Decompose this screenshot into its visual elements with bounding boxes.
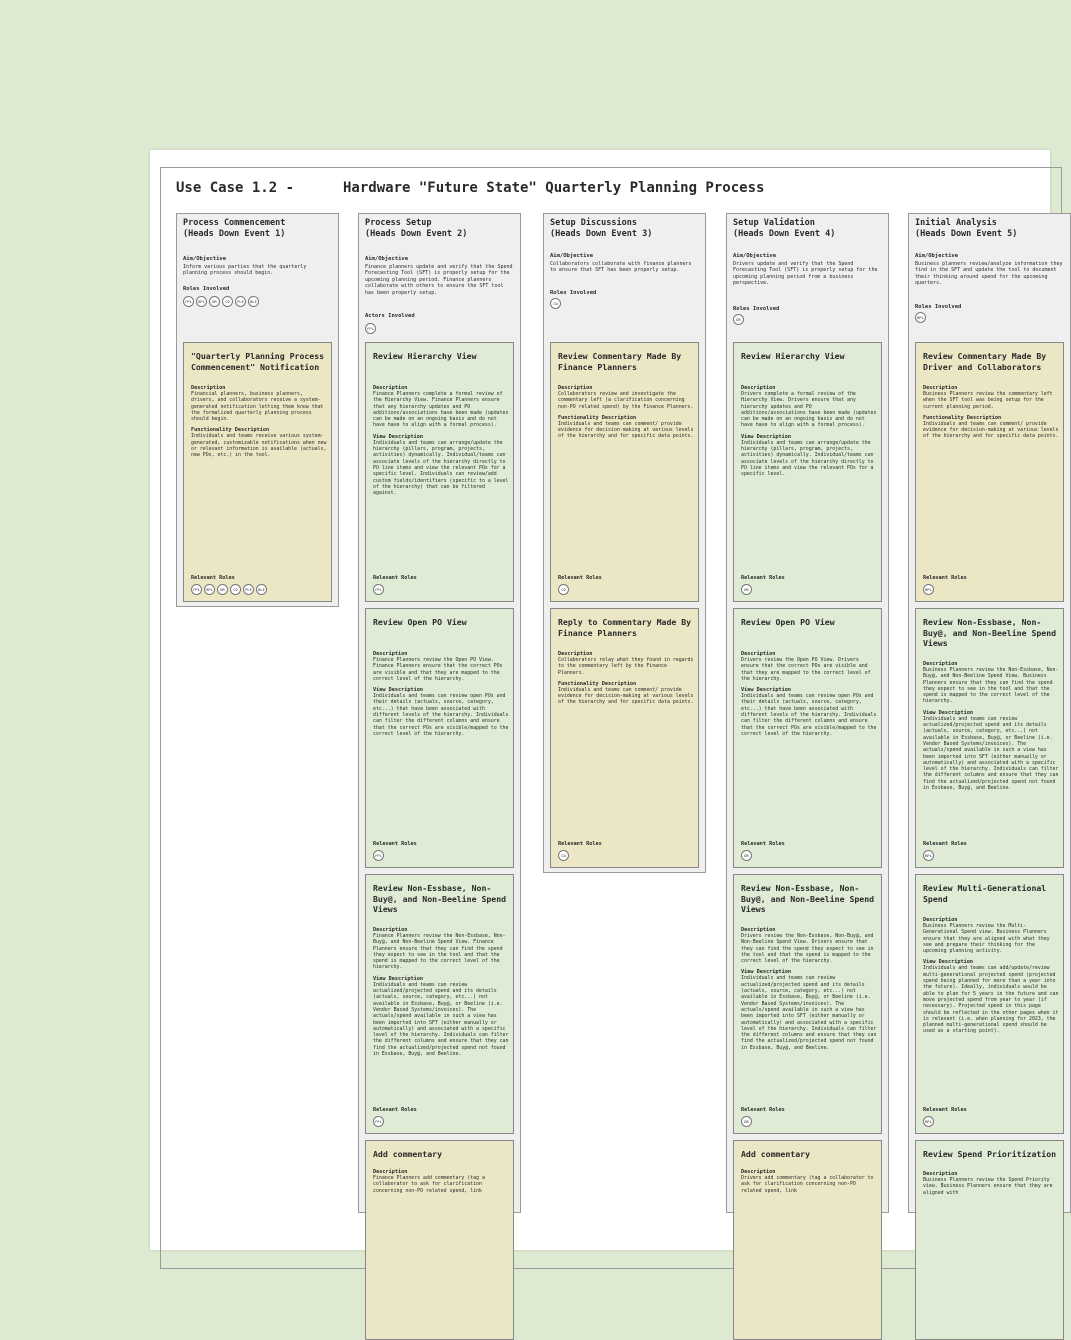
activity-card[interactable] — [733, 1140, 882, 1340]
aim-objective-text: Business planners review/analyze information they find in the SFT and update the tool to document their thinking around spend for the upcoming quarters. — [915, 261, 1063, 287]
section-heading: Description — [741, 385, 776, 391]
section-heading: View Description — [923, 709, 973, 716]
section-heading: Description — [923, 917, 958, 923]
section-heading: Functionality Description — [191, 427, 270, 434]
section-text: Finance Planners review the Open PO View. Finance Planners ensure that the correct POs are visible and that they are mapped to the correct level of the hierarchy. — [373, 657, 503, 682]
activity-body — [373, 1169, 509, 1194]
relevant-role-badges — [558, 584, 602, 595]
role-badge: PLE — [235, 296, 246, 307]
section-heading: Description — [558, 385, 593, 391]
section-heading: Description — [373, 1169, 408, 1175]
section-text: Individuals and teams can comment/ provide evidence for decision-making at various levels of the hierarchy and for specific data points. — [558, 420, 694, 440]
activity-title: Review Spend Prioritization — [923, 1149, 1057, 1159]
section-text: Collaborators review and investigate the commentary left (a clarification concerning non-PO related spend) by the Finance Planners. — [558, 391, 694, 410]
activity-title: Review Hierarchy View — [741, 351, 845, 361]
relevant-roles-label: Relevant Roles — [373, 575, 417, 581]
relevant-roles — [741, 841, 785, 861]
section-heading: Functionality Description — [558, 680, 637, 687]
role-badge: DR — [733, 314, 744, 325]
section-text: Finance Planners complete a formal review of the Hierarchy View. Finance Planners ensure that any hierarchy updates and PO additions/associations have been made (updates can be made on an ongoing basis and do not have have to align with a formal process). — [373, 391, 509, 429]
section-text: Collaborators relay what they found in regards to the commentary left by the Finance Planners. — [558, 657, 694, 676]
relevant-role-badges — [191, 584, 267, 595]
relevant-role-badges — [558, 850, 602, 861]
section-heading: Description — [741, 927, 776, 933]
activity-card[interactable] — [550, 342, 699, 602]
relevant-roles — [558, 841, 602, 861]
aim-objective-text: Inform various parties that the quarterly planning process should begin. — [183, 264, 307, 277]
phase-column — [543, 213, 706, 873]
roles-involved — [733, 314, 744, 325]
section-text: Individuals and teams receive various system-generated, customizable notifications when new or relevant information is available (actuals, new POs, etc.) in the tool. — [191, 433, 327, 459]
activity-card[interactable] — [365, 1140, 514, 1340]
role-badge: BPL — [923, 584, 934, 595]
activity-body — [923, 661, 1059, 791]
section-text: Business Planners review the Non-Essbase, Non-Buy@, and Non-Beeline Spend View. Business Planners ensure that they can find the spend they expect to see in the tool and that the spend is mapped to the correct level of the hierarchy. — [923, 667, 1059, 705]
aim-objective-label: Aim/Objective — [733, 253, 777, 259]
section-heading: Functionality Description — [558, 414, 637, 421]
activity-body — [741, 385, 877, 478]
role-badge: BPL — [915, 312, 926, 323]
role-badge: CO — [550, 298, 561, 309]
activity-body — [373, 385, 509, 496]
relevant-roles-label: Relevant Roles — [923, 575, 967, 581]
section-text: Individuals and teams can comment/ provide evidence for decision-making at various levels of the hierarchy and for specific data points. — [558, 686, 694, 706]
section-heading: View Description — [373, 687, 423, 694]
section-text: Finance Planners add commentary (tag a collaborator to ask for clarification concerning non-PO related spend, link — [373, 1175, 485, 1194]
section-text: Individuals and teams can add/update/review multi-generational projected spend (projected spend being planned for more than a year into the future). Ideally, individuals would be able to plan for 5 years in the future and can move projected spend from year to year (if necessary). Projected spend in this page should be reflected in the other pages when it is relevant (i.e. when planning for 2023, the planned multi-generational spend should be used as a starting point). — [923, 965, 1059, 1035]
activity-title: Review Open PO View — [741, 617, 835, 627]
aim-objective-text: Collaborators collaborate with finance planners to ensure that SFT has been properly setup. — [550, 261, 692, 274]
relevant-roles-label: Relevant Roles — [923, 1107, 967, 1113]
role-badge: BLE — [248, 296, 259, 307]
section-heading: Description — [373, 651, 408, 657]
role-badge: DR — [209, 296, 220, 307]
activity-body — [373, 927, 509, 1057]
section-heading: Description — [923, 385, 958, 391]
section-heading: Functionality Description — [923, 414, 1002, 421]
roles-involved — [365, 323, 376, 334]
section-heading: View Description — [741, 433, 791, 440]
relevant-role-badges — [923, 1116, 967, 1127]
activity-card[interactable] — [733, 608, 882, 868]
activity-card[interactable] — [733, 874, 882, 1134]
relevant-roles — [373, 575, 417, 595]
relevant-roles-label: Relevant Roles — [741, 841, 785, 847]
aim-objective-text: Drivers update and verify that the Spend Forecasting Tool (SFT) is properly setup for the upcoming planning period from a business perspective. — [733, 261, 878, 287]
phase-title: Process Setup (Heads Down Event 2) — [365, 218, 468, 239]
activity-body — [741, 651, 877, 737]
role-badge: FPL — [191, 584, 202, 595]
activity-card[interactable] — [915, 1140, 1064, 1340]
relevant-role-badges — [373, 1116, 417, 1127]
roles-involved-label: Roles Involved — [915, 304, 962, 310]
activity-body — [923, 1171, 1059, 1196]
relevant-roles — [923, 1107, 967, 1127]
roles-involved-label: Roles Involved — [183, 286, 230, 292]
activity-card[interactable] — [183, 342, 332, 602]
section-text: Individuals and teams can review actualized/projected spend and its details (actuals, source, category, etc...) not available in Essbase, Buy@, or Beeline (i.e. Vendor Based Systems/invoices). The actuals/spend available in such a view has been imported into SFT (either manually or automatically) and associated with a specific level of the hierarchy. Individuals can filter the different columns and ensure that they can find the actualized/projected spend not found in Essbase, Buy@, and Beeline. — [923, 715, 1059, 792]
relevant-roles-label: Relevant Roles — [741, 575, 785, 581]
phase-title: Process Commencement (Heads Down Event 1) — [183, 218, 286, 239]
role-badge: FPL — [373, 850, 384, 861]
roles-involved-label: Roles Involved — [550, 290, 597, 296]
activity-body — [373, 651, 509, 737]
activity-body — [741, 927, 877, 1051]
section-heading: View Description — [741, 687, 791, 694]
role-badge: BPL — [923, 1116, 934, 1127]
role-badge: FPL — [183, 296, 194, 307]
section-heading: Description — [373, 385, 408, 391]
relevant-roles-label: Relevant Roles — [373, 1107, 417, 1113]
relevant-roles — [558, 575, 602, 595]
phase-column — [176, 213, 339, 607]
role-badge: FPL — [373, 1116, 384, 1127]
relevant-roles — [741, 1107, 785, 1127]
activity-card[interactable] — [915, 874, 1064, 1134]
activity-card[interactable] — [733, 342, 882, 602]
relevant-roles — [923, 575, 967, 595]
roles-involved — [183, 296, 259, 307]
section-text: Finance Planners review the Non-Essbase, Non-Buy@, and Non-Beeline Spend View. Finance Planners ensure that they can find the spend they expect to see in the tool and that the spend is mapped to the correct level of the hierarchy. — [373, 933, 506, 971]
section-heading: Description — [373, 927, 408, 933]
phase-column — [726, 213, 889, 1213]
section-heading: Description — [191, 385, 226, 391]
roles-involved — [915, 312, 926, 323]
activity-body — [191, 385, 327, 459]
activity-body — [558, 385, 694, 440]
section-text: Individuals and teams can arrange/update the hierarchy (pillars, program, projects, activities) dynamically. Individual/teams can associate levels of the hierarchy directly to PO line items and view the relevant POs for a specific level. Individuals can review/add custom fields/identifiers (specific to a level of the hierarchy) that can be filtered against. — [373, 439, 509, 497]
activity-title: Review Hierarchy View — [373, 351, 477, 361]
activity-body — [558, 651, 694, 706]
section-text: Business Planners review the commentary left when the SFT tool was being setup for the current planning period. — [923, 391, 1053, 410]
section-heading: View Description — [373, 433, 423, 440]
role-badge: FPL — [373, 584, 384, 595]
phase-title: Setup Validation (Heads Down Event 4) — [733, 218, 836, 239]
relevant-roles-label: Relevant Roles — [741, 1107, 785, 1113]
activity-title: Review Commentary Made By Finance Planners — [558, 351, 682, 372]
activity-title: Add commentary — [741, 1149, 811, 1159]
role-badge: DR — [741, 584, 752, 595]
role-badge: BPL — [923, 850, 934, 861]
relevant-roles-label: Relevant Roles — [558, 841, 602, 847]
activity-title: "Quarterly Planning Process Commencement" Notification — [191, 351, 325, 372]
phase-column — [358, 213, 521, 1213]
section-text: Business Planners review the Multi-Generational Spend view. Business Planners ensure that they are aligned with what they see and prepare their thinking for the upcoming planning activity. — [923, 923, 1050, 955]
activity-title: Review Multi-Generational Spend — [923, 883, 1047, 904]
relevant-roles-label: Relevant Roles — [558, 575, 602, 581]
relevant-role-badges — [741, 584, 785, 595]
phase-title: Setup Discussions (Heads Down Event 3) — [550, 218, 653, 239]
section-text: Individuals and teams can review open POs and their details (actuals, source, category, etc...) that have been associated with different levels of the hierarchy. Individuals can filter the different columns and ensure that the correct POs are visible/mapped to the correct level of the hierarchy. — [373, 693, 509, 737]
relevant-role-badges — [923, 850, 967, 861]
section-text: Drivers complete a formal review of the Hierarchy View. Drivers ensure that any hierarchy updates and PO additions/associations have been made (updates can be made on an ongoing basis and do not have have to align with a formal process). — [741, 391, 877, 429]
section-text: Individuals and teams can review actualized/projected spend and its details (actuals, source, category, etc...) not available in Essbase, Buy@, or Beeline (i.e. Vendor Based Systems/invoices). The actuals/spend available in such a view has been imported into SFT (either manually or automatically) and associated with a specific level of the hierarchy. Individuals can filter the different columns and ensure that they can find the actualized/projected spend not found in Essbase, Buy@, and Beeline. — [373, 981, 509, 1058]
activity-card[interactable] — [365, 342, 514, 602]
role-badge: DR — [741, 850, 752, 861]
role-badge: CO — [230, 584, 241, 595]
activity-title: Review Non-Essbase, Non-Buy@, and Non-Beeline Spend Views — [373, 883, 507, 914]
activity-body — [923, 917, 1059, 1035]
section-heading: Description — [923, 661, 958, 667]
section-text: Individuals and teams can arrange/update the hierarchy (pillars, program, projects, activities) dynamically. Individual/teams can associate levels of the hierarchy directly to PO line items and view the relevant POs for a specific level. — [741, 439, 874, 478]
relevant-roles — [191, 575, 267, 595]
role-badge: CO — [222, 296, 233, 307]
role-badge: CO — [558, 584, 569, 595]
section-text: Business Planners review the Spend Priority view. Business Planners ensure that they are aligned with — [923, 1177, 1053, 1196]
section-text: Drivers review the Non-Essbase, Non-Buy@, and Non-Beeline Spend View. Drivers ensure that they can find the spend they expect to see in the tool and that the spend is mapped to the correct level of the hierarchy. — [741, 933, 874, 965]
relevant-role-badges — [923, 584, 967, 595]
relevant-role-badges — [373, 584, 417, 595]
relevant-roles-label: Relevant Roles — [923, 841, 967, 847]
section-heading: View Description — [923, 959, 973, 966]
aim-objective-label: Aim/Objective — [365, 256, 409, 262]
role-badge: BLE — [256, 584, 267, 595]
roles-involved-label: Actors Involved — [365, 313, 415, 319]
relevant-role-badges — [741, 850, 785, 861]
section-text: Individuals and teams can review open POs and their details (actuals, source, category, etc...) that have been associated with different levels of the hierarchy. Individuals can filter the different columns and ensure that the correct POs are visible/mapped to the correct level of the hierarchy. — [741, 693, 877, 737]
section-heading: Description — [558, 651, 593, 657]
role-badge: PLE — [243, 584, 254, 595]
section-text: Drivers add commentary (tag a collaborator to ask for clarification concerning non-PO related spend, link — [741, 1175, 874, 1194]
roles-involved-label: Roles Involved — [733, 306, 780, 312]
relevant-roles-label: Relevant Roles — [373, 841, 417, 847]
aim-objective-label: Aim/Objective — [550, 253, 594, 259]
section-heading: Description — [923, 1171, 958, 1177]
relevant-roles — [923, 841, 967, 861]
activity-card[interactable] — [915, 608, 1064, 868]
section-text: Financial planners, business planners, drivers, and collaborators receive a system-generated notification letting them know that the formalized quarterly planning process should begin. — [191, 391, 324, 423]
relevant-roles — [373, 841, 417, 861]
activity-body — [741, 1169, 877, 1194]
phase-column — [908, 213, 1071, 1213]
relevant-role-badges — [741, 1116, 785, 1127]
activity-card[interactable] — [365, 874, 514, 1134]
process-title: Hardware "Future State" Quarterly Planning Process — [343, 180, 765, 196]
role-badge: FPL — [365, 323, 376, 334]
phase-title: Initial Analysis (Heads Down Event 5) — [915, 218, 1018, 239]
role-badge: CO — [558, 850, 569, 861]
activity-title: Review Non-Essbase, Non-Buy@, and Non-Beeline Spend Views — [923, 617, 1057, 648]
role-badge: DR — [217, 584, 228, 595]
role-badge: BPL — [204, 584, 215, 595]
section-text: Individuals and teams can comment/ provide evidence for decision-making at various levels of the hierarchy and for specific data points. — [923, 420, 1059, 440]
relevant-roles — [741, 575, 785, 595]
role-badge: DR — [741, 1116, 752, 1127]
activity-card[interactable] — [915, 342, 1064, 602]
activity-title: Review Open PO View — [373, 617, 467, 627]
role-badge: BPL — [196, 296, 207, 307]
aim-objective-label: Aim/Objective — [183, 256, 227, 262]
section-text: Individuals and teams can review actualized/projected spend and its details (actuals, source, category, etc...) not available in Essbase, Buy@, or Beeline (i.e. Vendor Based Systems/invoices). The actuals/spend available in such a view has been imported into SFT (either manually or automatically) and associated with a specific level of the hierarchy. Individuals can filter the different columns and ensure that they can find the actualized/projected spend not found in Essbase, Buy@, and Beeline. — [741, 975, 877, 1051]
activity-title: Review Non-Essbase, Non-Buy@, and Non-Beeline Spend Views — [741, 883, 875, 914]
section-heading: Description — [741, 1169, 776, 1175]
activity-title: Reply to Commentary Made By Finance Planners — [558, 617, 692, 638]
relevant-roles-label: Relevant Roles — [191, 575, 235, 581]
roles-involved — [550, 298, 561, 309]
aim-objective-text: Finance planners update and verify that the Spend Forecasting Tool (SFT) is properly setup for the upcoming planning period. Finance planners collaborate with others to ensure the SFT tool has been properly setup. — [365, 264, 513, 296]
relevant-role-badges — [373, 850, 417, 861]
section-heading: View Description — [741, 969, 791, 976]
activity-title: Review Commentary Made By Driver and Collaborators — [923, 351, 1047, 372]
activity-body — [923, 385, 1059, 440]
section-heading: View Description — [373, 975, 423, 982]
relevant-roles — [373, 1107, 417, 1127]
section-heading: Description — [741, 651, 776, 657]
aim-objective-label: Aim/Objective — [915, 253, 959, 259]
activity-title: Add commentary — [373, 1149, 443, 1159]
page-title — [176, 180, 765, 196]
section-text: Drivers review the Open PO View. Drivers ensure that the correct POs are visible and that they are mapped to the correct level of the hierarchy. — [741, 657, 871, 682]
activity-card[interactable] — [550, 608, 699, 868]
activity-card[interactable] — [365, 608, 514, 868]
use-case-label: Use Case 1.2 - — [176, 180, 295, 196]
